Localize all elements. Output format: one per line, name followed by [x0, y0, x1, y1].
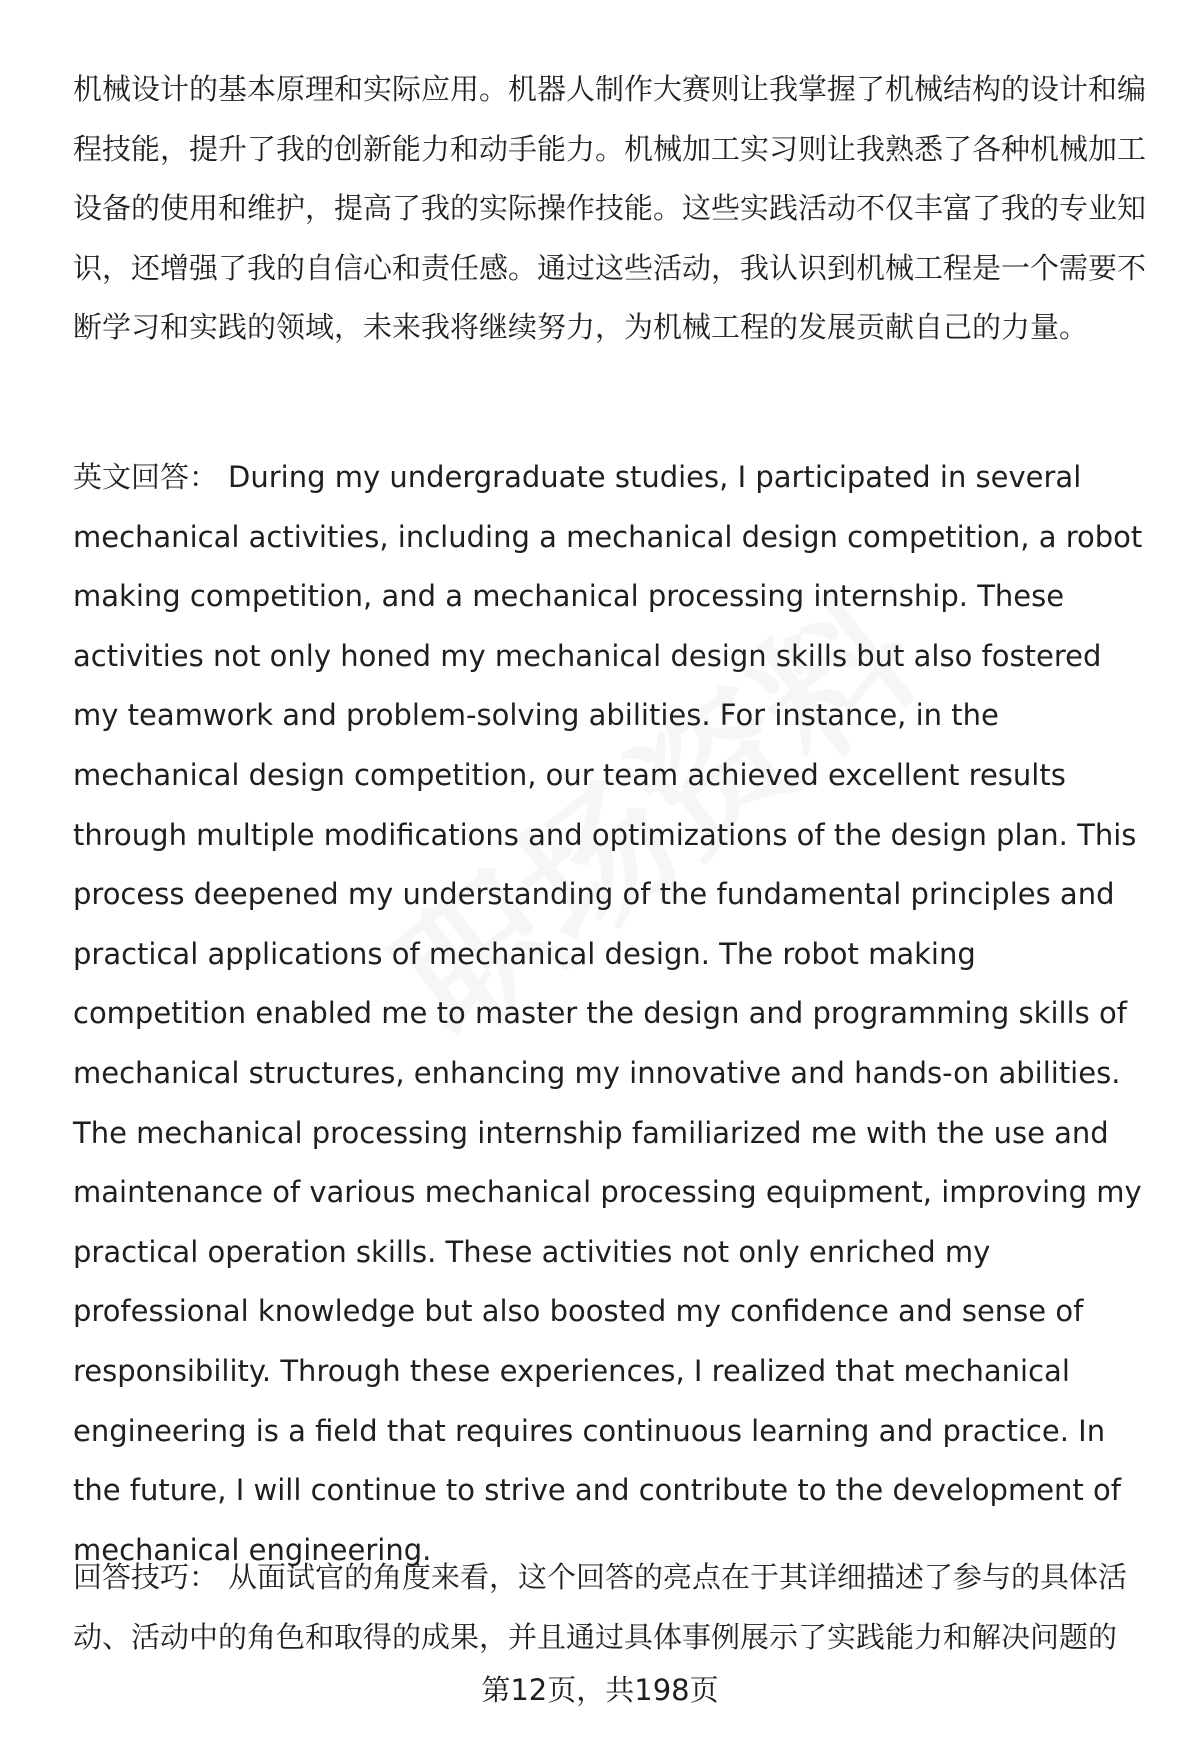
- english-answer-text: During my undergraduate studies, I participated in several mechanical activities, including a mechanical design competition, a robot making competition, and a mechanical processing internship. These activities not only honed my mechanical design skills but also fostered my teamwork and problem-solving abilities. For instance, in the mechanical design competition, our team achieved excellent results through multiple modifications and optimizations of the design plan. This process deepened my understanding of the fundamental principles and practical applications of mechanical design. The robot making competition enabled me to master the design and programming skills of mechanical structures, enhancing my innovative and hands-on abilities. The mechanical processing internship familiarized me with the use and maintenance of various mechanical processing equipment, improving my practical operation skills. These activities not only enriched my professional knowledge but also boosted my confidence and sense of responsibility. Through these experiences, I realized that mechanical engineering is a field that requires continuous learning and practice. In the future, I will continue to strive and contribute to the development of mechanical engineering.: [73, 460, 1143, 1567]
- chinese-paragraph: 机械设计的基本原理和实际应用。机器人制作大赛则让我掌握了机械结构的设计和编程技能，提升了我的创新能力和动手能力。机械加工实习则让我熟悉了各种机械加工设备的使用和维护，提高了我的实际操作技能。这些实践活动不仅丰富了我的专业知识，还增强了我的自信心和责任感。通过这些活动，我认识到机械工程是一个需要不断学习和实践的领域，未来我将继续努力，为机械工程的发展贡献自己的力量。: [73, 72, 1147, 345]
- english-answer-label: 英文回答：: [73, 460, 219, 494]
- english-answer-section: [73, 448, 1155, 1580]
- answer-tips-section: [73, 1548, 1155, 1667]
- page-number-footer: 第12页，共198页: [481, 1673, 719, 1707]
- answer-tips-text: 从面试官的角度来看，这个回答的亮点在于其详细描述了参与的具体活动、活动中的角色和取得的成果，并且通过具体事例展示了实践能力和解决问题的: [73, 1560, 1128, 1654]
- answer-tips-label: 回答技巧：: [73, 1560, 219, 1594]
